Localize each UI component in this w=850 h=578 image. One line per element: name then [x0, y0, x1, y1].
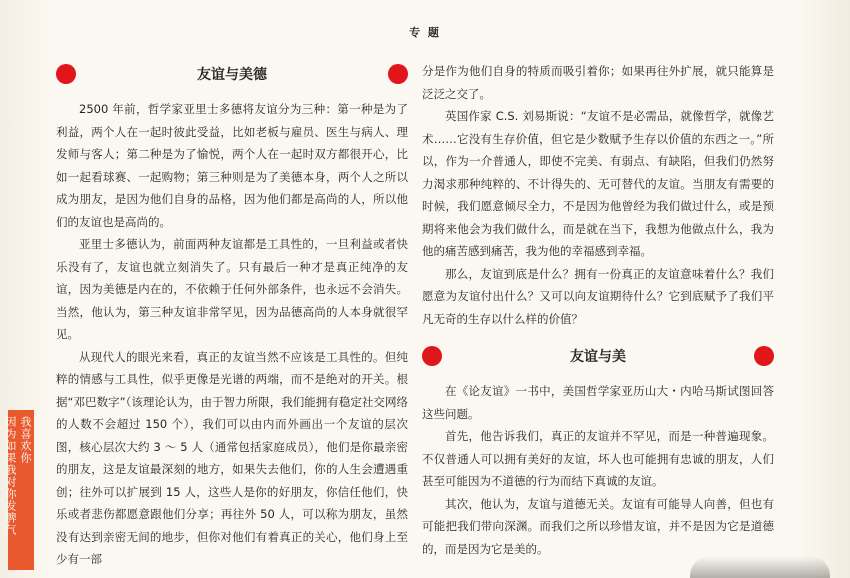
vertical-quote-sidebar [4, 410, 34, 570]
paragraph: 在《论友谊》一书中，美国哲学家亚历山大・内哈马斯试图回答这些问题。 [422, 384, 774, 421]
paragraph: 亚里士多德认为，前面两种友谊都是工具性的，一旦利益或者快乐没有了，友谊也就立刻消失了。只有最后一种才是真正纯净的友谊，因为美德是内在的，不依赖于任何外部条件，也永远不会消失。当然，他认为，第三种友谊非常罕见，因为品德高尚的人本身就很罕见。 [56, 237, 408, 341]
section-title-virtue: 友谊与美德 [197, 67, 267, 83]
red-dot-right [754, 346, 774, 366]
left-column [56, 60, 408, 571]
page-corner-shadow [690, 556, 830, 578]
paragraph: 其次，他认为，友谊与道德无关。友谊有可能导人向善，但也有可能把我们带向深渊。而我们之所以珍惜友谊，并不是因为它是道德的，而是因为它是美的。 [422, 496, 774, 556]
paragraph: 从现代人的眼光来看，真正的友谊当然不应该是工具性的。但纯粹的情感与工具性，似乎更像是光谱的两端，而不是绝对的开关。根据“邓巴数字”（该理论认为，由于智力所限，我们能拥有稳定社交网络的人数不会超过 150 个），我们可以由内而外画出一个友谊的层次图，核心层次大约 3 ～ 5 人（通常包括家庭成员），他们是你最亲密的朋友，这是友谊最深刻的地方，如果失去他们，你的人生会遭遇重创；往外可以扩展到 15 人，这些人是你的好朋友，你信任他们，快乐或者悲伤都愿意跟他们分享；再往外 50 人，可以称为朋友，虽然没有达到亲密无间的地步，但你对他们有着真正的关心，他们身上至少有一部 [56, 349, 408, 566]
sidebar-line: 我喜欢你 [19, 416, 32, 464]
section-title-row [422, 342, 774, 370]
paragraph: 首先，他告诉我们，真正的友谊并不罕见，而是一种普遍现象。不仅普通人可以拥有美好的友谊，坏人也可能拥有忠诚的朋友，人们甚至可能因为不道德的行为而结下真诚的友谊。 [422, 429, 774, 488]
section-title-beauty: 友谊与美 [570, 349, 626, 365]
section-header: 专 题 [409, 26, 441, 39]
paragraph-continuation: 分是作为他们自身的特质而吸引着你；如果再往外扩展，就只能算是泛泛之交了。 [422, 64, 774, 101]
sidebar-line: 因为如果我对你发脾气 [4, 416, 17, 536]
paragraph: 英国作家 C.S. 刘易斯说：“友谊不是必需品，就像哲学，就像艺术……它没有生存价值，但它是少数赋予生存以价值的东西之一。”所以，作为一介普通人，即使不完美、有弱点、有缺陷，但我们仍然努力渴求那种纯粹的、不计得失的、无可替代的友谊。当朋友有需要的时候，我们愿意倾尽全力，不是因为他曾经为我们做过什么，或是预期将来他会为我们做什么，而是就在当下，我想为他做点什么，我为他的痛苦感到痛苦，我为他的幸福感到幸福。 [422, 109, 774, 258]
section-title-row [56, 60, 408, 88]
paragraph: 那么，友谊到底是什么？拥有一份真正的友谊意味着什么？我们愿意为友谊付出什么？又可以向友谊期待什么？它到底赋予了我们平凡无奇的生存以什么样的价值？ [422, 266, 774, 326]
paragraph: 2500 年前，哲学家亚里士多德将友谊分为三种：第一种是为了利益，两个人在一起时彼此受益，比如老板与雇员、医生与病人、理发师与客人；第二种是为了愉悦，两个人在一起时双方都很开心，比如一起看球赛、一起购物；第三种则是为了美德本身，两个人之所以成为朋友，是因为他们自身的品格，因为他们都是高尚的人，所以他们的友谊也是高尚的。 [56, 102, 408, 229]
right-column [422, 60, 774, 560]
red-dot-right [388, 64, 408, 84]
